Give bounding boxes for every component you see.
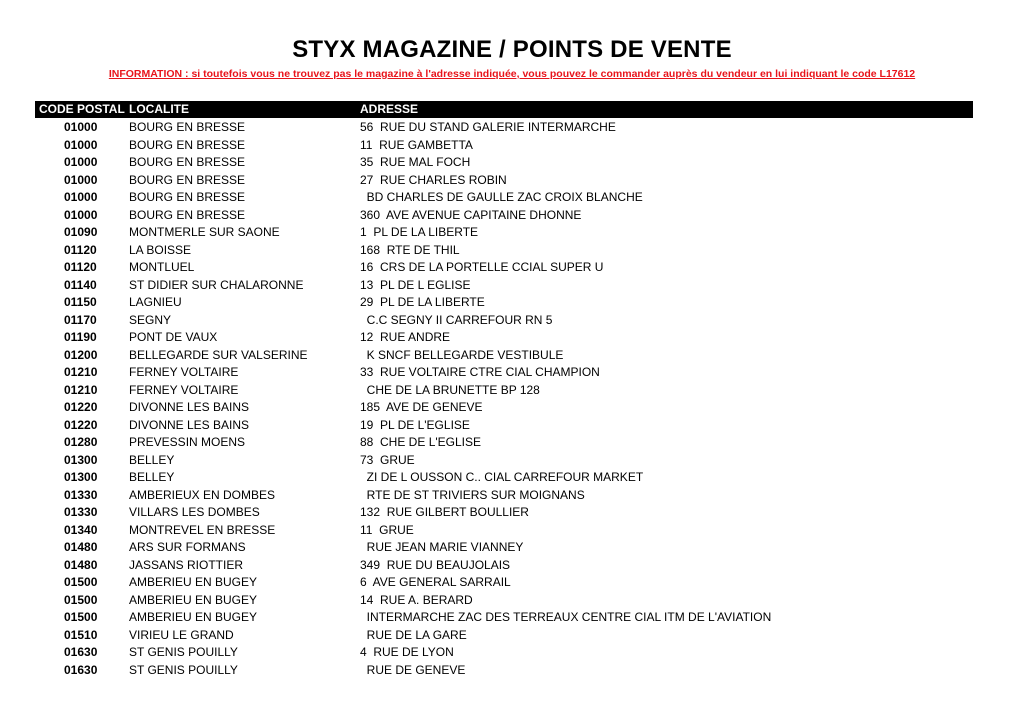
table-row <box>35 136 973 154</box>
code-postal-cell: 01500 <box>64 592 98 607</box>
code-postal-cell: 01210 <box>64 382 98 397</box>
localite-cell: BELLEY <box>129 470 175 484</box>
adresse-cell: RUE DE LA GARE <box>360 627 467 642</box>
adresse-cell: CHE DE LA BRUNETTE BP 128 <box>360 382 540 397</box>
code-postal-cell: 01120 <box>64 260 97 274</box>
localite-cell: ARS SUR FORMANS <box>129 540 246 554</box>
code-postal-cell: 01500 <box>64 575 98 589</box>
adresse-cell: 185 AVE DE GENEVE <box>360 400 483 414</box>
code-postal-cell: 01480 <box>64 540 98 554</box>
points-de-vente-table <box>35 101 973 678</box>
adresse-cell: 27 RUE CHARLES ROBIN <box>360 172 507 187</box>
table-row <box>35 503 973 521</box>
code-postal-cell: 01150 <box>64 295 97 309</box>
table-row <box>35 608 973 626</box>
table-row <box>35 206 973 224</box>
header-code-postal: CODE POSTAL <box>39 102 125 116</box>
code-postal-cell: 01300 <box>64 452 98 467</box>
code-postal-cell: 01300 <box>64 470 98 484</box>
localite-cell: VIRIEU LE GRAND <box>129 627 234 642</box>
table-row <box>35 573 973 591</box>
table-row <box>35 293 973 311</box>
adresse-cell: 12 RUE ANDRE <box>360 330 451 344</box>
adresse-cell: 88 CHE DE L'EGLISE <box>360 435 482 449</box>
localite-cell: FERNEY VOLTAIRE <box>129 382 239 397</box>
adresse-cell: ZI DE L OUSSON C.. CIAL CARREFOUR MARKET <box>360 470 644 484</box>
localite-cell: AMBERIEU EN BUGEY <box>129 575 258 589</box>
localite-cell: BOURG EN BRESSE <box>129 172 246 187</box>
table-row <box>35 626 973 644</box>
adresse-cell: 29 PL DE LA LIBERTE <box>360 295 485 309</box>
localite-cell: LAGNIEU <box>129 295 182 309</box>
code-postal-cell: 01330 <box>64 505 98 519</box>
localite-cell: ST DIDIER SUR CHALARONNE <box>129 277 304 292</box>
adresse-cell: RUE DE GENEVE <box>360 662 466 677</box>
adresse-cell: RUE JEAN MARIE VIANNEY <box>360 540 524 554</box>
adresse-cell: 132 RUE GILBERT BOULLIER <box>360 505 529 519</box>
localite-cell: PREVESSIN MOENS <box>129 435 246 449</box>
adresse-cell: RTE DE ST TRIVIERS SUR MOIGNANS <box>360 487 585 502</box>
code-postal-cell: 01000 <box>64 207 98 222</box>
localite-cell: BOURG EN BRESSE <box>129 190 246 204</box>
localite-cell: AMBERIEU EN BUGEY <box>129 592 258 607</box>
adresse-cell: 360 AVE AVENUE CAPITAINE DHONNE <box>360 207 582 222</box>
table-row <box>35 468 973 486</box>
table-row <box>35 416 973 434</box>
table-row <box>35 171 973 189</box>
table-row <box>35 433 973 451</box>
code-postal-cell: 01000 <box>64 190 98 204</box>
code-postal-cell: 01210 <box>64 365 98 379</box>
code-postal-cell: 01140 <box>64 277 97 292</box>
code-postal-cell: 01280 <box>64 435 98 449</box>
code-postal-cell: 01200 <box>64 347 98 362</box>
adresse-cell: 6 AVE GENERAL SARRAIL <box>360 575 511 589</box>
code-postal-cell: 01630 <box>64 662 98 677</box>
code-postal-cell: 01000 <box>64 155 98 169</box>
localite-cell: BELLEGARDE SUR VALSERINE <box>129 347 308 362</box>
localite-cell: LA BOISSE <box>129 242 192 257</box>
adresse-cell: 35 RUE MAL FOCH <box>360 155 471 169</box>
table-row <box>35 451 973 469</box>
localite-cell: PONT DE VAUX <box>129 330 218 344</box>
adresse-cell: 16 CRS DE LA PORTELLE CCIAL SUPER U <box>360 260 604 274</box>
code-postal-cell: 01220 <box>64 400 98 414</box>
table-row <box>35 381 973 399</box>
adresse-cell: 33 RUE VOLTAIRE CTRE CIAL CHAMPION <box>360 365 600 379</box>
code-postal-cell: 01340 <box>64 522 98 537</box>
table-row <box>35 188 973 206</box>
table-row <box>35 591 973 609</box>
code-postal-cell: 01630 <box>64 645 98 659</box>
table-row <box>35 398 973 416</box>
code-postal-cell: 01330 <box>64 487 98 502</box>
localite-cell: BOURG EN BRESSE <box>129 120 246 134</box>
localite-cell: AMBERIEUX EN DOMBES <box>129 487 276 502</box>
localite-cell: BOURG EN BRESSE <box>129 207 246 222</box>
localite-cell: SEGNY <box>129 312 172 327</box>
table-body <box>35 118 973 678</box>
adresse-cell: 11 GRUE <box>360 522 414 537</box>
adresse-cell: 11 RUE GAMBETTA <box>360 137 473 152</box>
table-row <box>35 521 973 539</box>
localite-cell: BELLEY <box>129 452 175 467</box>
table-row <box>35 643 973 661</box>
code-postal-cell: 01000 <box>64 120 98 134</box>
code-postal-cell: 01000 <box>64 137 98 152</box>
adresse-cell: 19 PL DE L'EGLISE <box>360 417 470 432</box>
adresse-cell: 73 GRUE <box>360 452 415 467</box>
table-row <box>35 311 973 329</box>
table-row <box>35 661 973 679</box>
adresse-cell: 56 RUE DU STAND GALERIE INTERMARCHE <box>360 120 616 134</box>
code-postal-cell: 01170 <box>64 312 97 327</box>
code-postal-cell: 01090 <box>64 225 98 239</box>
adresse-cell: 168 RTE DE THIL <box>360 242 460 257</box>
adresse-cell: 4 RUE DE LYON <box>360 645 454 659</box>
table-row <box>35 538 973 556</box>
table-row <box>35 328 973 346</box>
adresse-cell: INTERMARCHE ZAC DES TERREAUX CENTRE CIAL ITM DE L'AVIATION <box>360 610 772 624</box>
table-row <box>35 346 973 364</box>
localite-cell: ST GENIS POUILLY <box>129 645 238 659</box>
table-row <box>35 118 973 136</box>
table-header <box>35 101 973 118</box>
localite-cell: MONTREVEL EN BRESSE <box>129 522 276 537</box>
code-postal-cell: 01480 <box>64 557 98 572</box>
table-row <box>35 276 973 294</box>
localite-cell: MONTMERLE SUR SAONE <box>129 225 280 239</box>
localite-cell: JASSANS RIOTTIER <box>129 557 244 572</box>
localite-cell: BOURG EN BRESSE <box>129 155 246 169</box>
adresse-cell: C.C SEGNY II CARREFOUR RN 5 <box>360 312 553 327</box>
table-row <box>35 486 973 504</box>
localite-cell: VILLARS LES DOMBES <box>129 505 260 519</box>
adresse-cell: 349 RUE DU BEAUJOLAIS <box>360 557 511 572</box>
adresse-cell: BD CHARLES DE GAULLE ZAC CROIX BLANCHE <box>360 190 643 204</box>
localite-cell: DIVONNE LES BAINS <box>129 400 250 414</box>
table-row <box>35 363 973 381</box>
localite-cell: MONTLUEL <box>129 260 195 274</box>
table-row <box>35 241 973 259</box>
code-postal-cell: 01220 <box>64 417 98 432</box>
information-notice: INFORMATION : si toutefois vous ne trouvez pas le magazine à l'adresse indiquée, vous pouvez le commander auprès du vendeur en lui indiquant le code L17612 <box>108 68 916 80</box>
header-localite: LOCALITE <box>129 102 189 116</box>
code-postal-cell: 01500 <box>64 610 98 624</box>
localite-cell: AMBERIEU EN BUGEY <box>129 610 258 624</box>
localite-cell: BOURG EN BRESSE <box>129 137 246 152</box>
localite-cell: FERNEY VOLTAIRE <box>129 365 239 379</box>
localite-cell: ST GENIS POUILLY <box>129 662 238 677</box>
table-row <box>35 258 973 276</box>
code-postal-cell: 01190 <box>64 330 97 344</box>
table-row <box>35 556 973 574</box>
adresse-cell: K SNCF BELLEGARDE VESTIBULE <box>360 347 564 362</box>
table-row <box>35 153 973 171</box>
code-postal-cell: 01000 <box>64 172 98 187</box>
table-row <box>35 223 973 241</box>
adresse-cell: 1 PL DE LA LIBERTE <box>360 225 479 239</box>
code-postal-cell: 01510 <box>64 627 98 642</box>
header-adresse: ADRESSE <box>360 102 419 116</box>
code-postal-cell: 01120 <box>64 242 97 257</box>
adresse-cell: 13 PL DE L EGLISE <box>360 277 471 292</box>
adresse-cell: 14 RUE A. BERARD <box>360 592 473 607</box>
page-title: STYX MAGAZINE / POINTS DE VENTE <box>292 36 732 63</box>
localite-cell: DIVONNE LES BAINS <box>129 417 250 432</box>
